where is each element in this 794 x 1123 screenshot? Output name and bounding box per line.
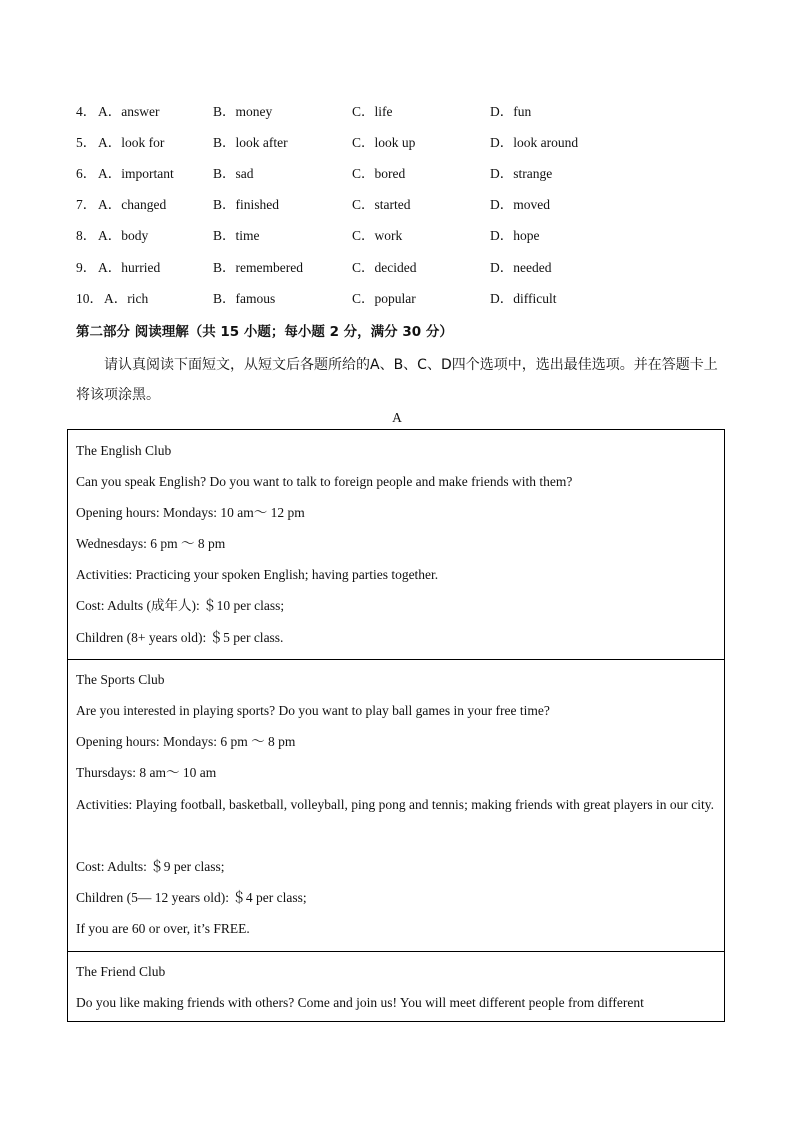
passage-label: A bbox=[392, 410, 402, 425]
club-cost-adults: Cost: Adults: ＄9 per class; bbox=[76, 859, 225, 874]
option-a: A．changed bbox=[98, 197, 167, 212]
question-number: 9． bbox=[76, 260, 97, 275]
club-title: The English Club bbox=[76, 443, 172, 458]
club-activities: Activities: Practicing your spoken English; having parties together. bbox=[76, 567, 439, 582]
passage-table bbox=[67, 429, 725, 1022]
question-number: 5． bbox=[76, 135, 97, 150]
option-c: C．bored bbox=[352, 166, 406, 181]
club-free-note: If you are 60 or over, it’s FREE. bbox=[76, 921, 250, 936]
option-b: B．remembered bbox=[213, 260, 303, 275]
option-b: B．famous bbox=[213, 291, 276, 306]
sports-club-section bbox=[68, 659, 724, 951]
english-club-section bbox=[68, 430, 724, 659]
option-c: C．look up bbox=[352, 135, 416, 150]
club-title: The Sports Club bbox=[76, 672, 165, 687]
question-number: 10． bbox=[76, 291, 103, 306]
option-b: B．money bbox=[213, 104, 273, 119]
club-hours: Opening hours: Mondays: 6 pm ～ 8 pm bbox=[76, 734, 296, 749]
club-title: The Friend Club bbox=[76, 964, 166, 979]
section-title: 第二部分 阅读理解（共 15 小题；每小题 2 分，满分 30 分） bbox=[76, 324, 453, 340]
option-a: A．important bbox=[98, 166, 174, 181]
option-d: D．needed bbox=[490, 260, 552, 275]
question-number: 6． bbox=[76, 166, 97, 181]
club-question: Are you interested in playing sports? Do you want to play ball games in your free time? bbox=[76, 703, 550, 718]
club-cost-children: Children (8+ years old): ＄5 per class. bbox=[76, 630, 284, 645]
option-b: B．time bbox=[213, 228, 260, 243]
option-a: A．body bbox=[98, 228, 149, 243]
option-b: B．look after bbox=[213, 135, 288, 150]
option-d: D．difficult bbox=[490, 291, 557, 306]
club-hours-2: Thursdays: 8 am～ 10 am bbox=[76, 765, 217, 780]
option-a: A．rich bbox=[104, 291, 149, 306]
option-a: A．hurried bbox=[98, 260, 161, 275]
section-instruction: 请认真阅读下面短文，从短文后各题所给的A、B、C、D四个选项中，选出最佳选项。并在答题卡上将该项涂黑。 bbox=[76, 357, 718, 403]
option-c: C．life bbox=[352, 104, 393, 119]
club-cost-adults: Cost: Adults (成年人): ＄10 per class; bbox=[76, 598, 285, 613]
option-d: D．look around bbox=[490, 135, 579, 150]
option-c: C．decided bbox=[352, 260, 417, 275]
question-number: 8． bbox=[76, 228, 97, 243]
option-d: D．moved bbox=[490, 197, 550, 212]
option-c: C．popular bbox=[352, 291, 416, 306]
option-d: D．fun bbox=[490, 104, 532, 119]
question-number: 4． bbox=[76, 104, 97, 119]
club-activities: Activities: Playing football, basketball, volleyball, ping pong and tennis; making friends with great players in our city. bbox=[76, 797, 715, 812]
option-d: D．hope bbox=[490, 228, 540, 243]
option-c: C．work bbox=[352, 228, 403, 243]
option-b: B．sad bbox=[213, 166, 254, 181]
option-a: A．answer bbox=[98, 104, 160, 119]
club-hours: Opening hours: Mondays: 10 am～ 12 pm bbox=[76, 505, 305, 520]
club-question: Do you like making friends with others? Come and join us! You will meet different people from different bbox=[76, 995, 644, 1010]
club-question: Can you speak English? Do you want to talk to foreign people and make friends with them? bbox=[76, 474, 573, 489]
question-number: 7． bbox=[76, 197, 97, 212]
club-hours-2: Wednesdays: 6 pm ～ 8 pm bbox=[76, 536, 226, 551]
option-c: C．started bbox=[352, 197, 411, 212]
club-cost-children: Children (5— 12 years old): ＄4 per class; bbox=[76, 890, 307, 905]
option-a: A．look for bbox=[98, 135, 165, 150]
option-d: D．strange bbox=[490, 166, 553, 181]
option-b: B．finished bbox=[213, 197, 279, 212]
friend-club-section bbox=[68, 951, 724, 1021]
